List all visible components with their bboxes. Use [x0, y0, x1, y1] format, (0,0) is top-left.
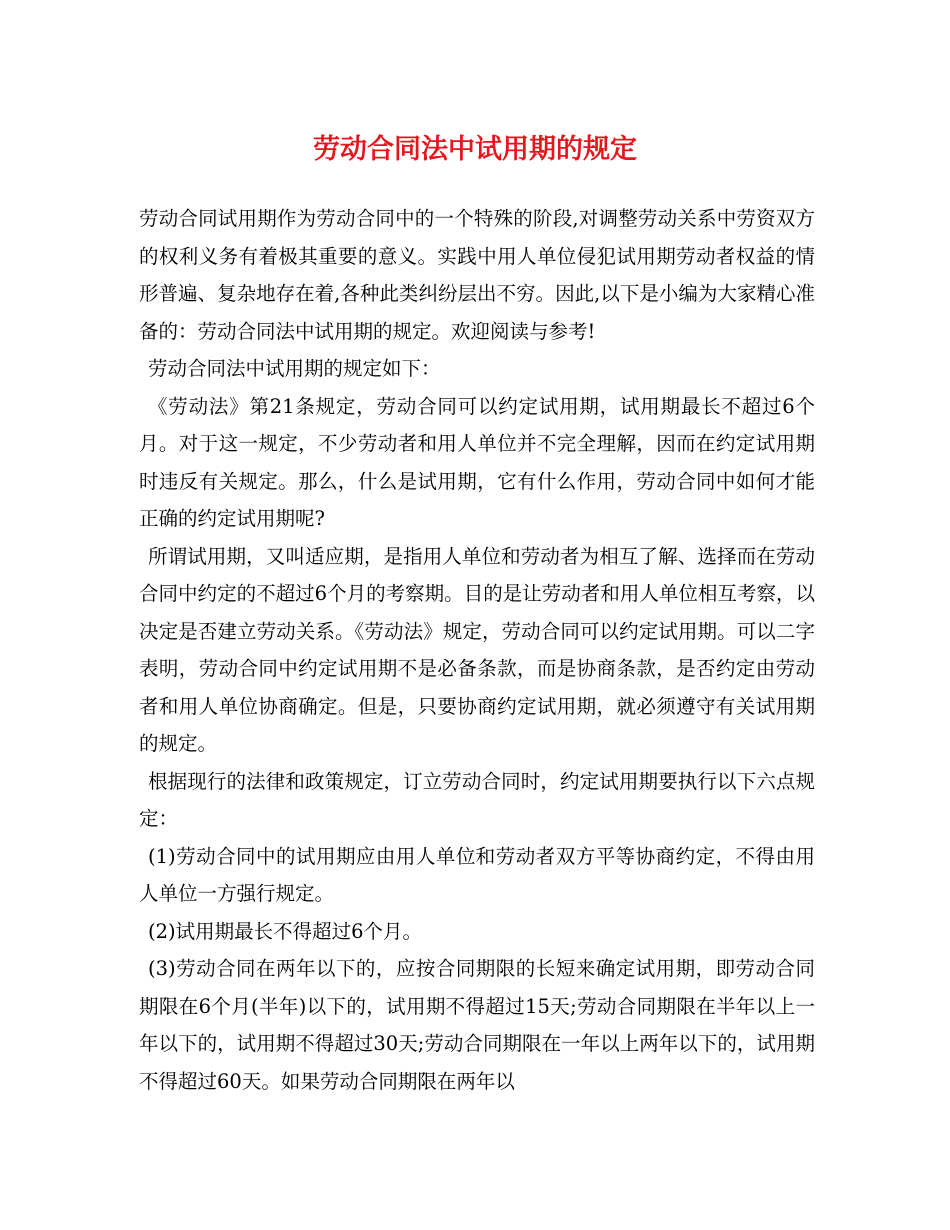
- rule-2-paragraph: (2)试用期最长不得超过6个月。: [148, 919, 423, 943]
- labor-law-article-paragraph: 《劳动法》第21条规定，劳动合同可以约定试用期，试用期最长不超过6个月。对于这一规定，不少劳动者和用人单位并不完全理解，因而在约定试用期时违反有关规定。那么，什么是试用期，它有什么作用，劳动合同中如何才能正确的约定试用期呢?: [139, 394, 815, 530]
- rule-3-paragraph: (3)劳动合同在两年以下的，应按合同期限的长短来确定试用期，即劳动合同期限在6个月(半年)以下的，试用期不得超过15天;劳动合同期限在半年以上一年以下的，试用期不得超过30天;劳动合同期限在一年以上两年以下的，试用期不得超过60天。如果劳动合同期限在两年以: [139, 957, 815, 1093]
- section-heading-paragraph: 劳动合同法中试用期的规定如下：: [148, 357, 441, 380]
- document-body: [139, 200, 815, 1100]
- six-rules-intro-paragraph: 根据现行的法律和政策规定，订立劳动合同时，约定试用期要执行以下六点规定：: [139, 769, 815, 830]
- rule-1-paragraph: (1)劳动合同中的试用期应由用人单位和劳动者双方平等协商约定，不得由用人单位一方强行规定。: [139, 844, 815, 905]
- document-title: 劳动合同法中试用期的规定: [313, 134, 637, 165]
- intro-paragraph: 劳动合同试用期作为劳动合同中的一个特殊的阶段,对调整劳动关系中劳资双方的权利义务有着极其重要的意义。实践中用人单位侵犯试用期劳动者权益的情形普遍、复杂地存在着,各种此类纠纷层出不穷。因此,以下是小编为大家精心准备的：劳动合同法中试用期的规定。欢迎阅读与参考!: [139, 207, 815, 343]
- probation-definition-paragraph: 所谓试用期，又叫适应期，是指用人单位和劳动者为相互了解、选择而在劳动合同中约定的不超过6个月的考察期。目的是让劳动者和用人单位相互考察，以决定是否建立劳动关系。《劳动法》规定，劳动合同可以约定试用期。可以二字表明，劳动合同中约定试用期不是必备条款，而是协商条款，是否约定由劳动者和用人单位协商确定。但是，只要协商约定试用期，就必须遵守有关试用期的规定。: [139, 544, 815, 755]
